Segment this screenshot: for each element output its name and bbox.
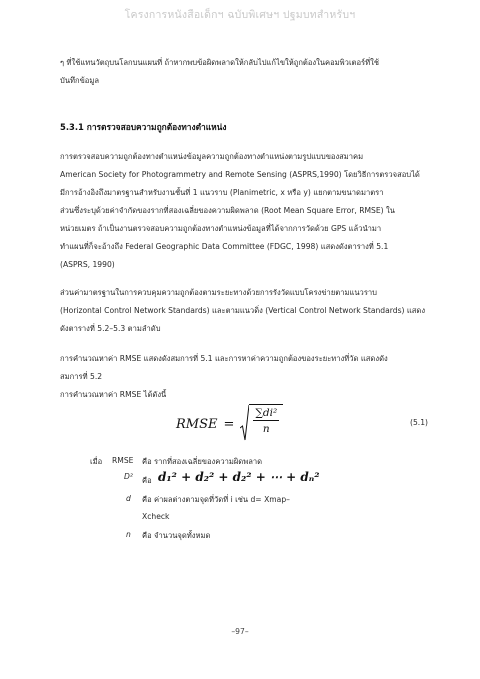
intro-line-1: ๆ ที่ใช้แทนวัตถุบนโลกบนแผนที่ ถ้าหากพบข้อผิดพลาดให้กลับไปแก้ไขให้ถูกต้องในคอมพิวเตอร์ที่ใช้ [60, 58, 379, 67]
equation-number: (5.1) [410, 418, 429, 427]
formula-sqrt [240, 404, 283, 444]
para1-line-1: การตรวจสอบความถูกต้องทางตำแหน่งข้อมูลความถูกต้องทางตำแหน่งตามรูปแบบของสมาคม [60, 152, 364, 161]
def-rmse-symbol: RMSE [112, 456, 134, 465]
rmse-formula [176, 404, 283, 444]
para1-line-2: American Society for Photogrammetry and Remote Sensing (ASPRS,1990) โดยวิธีการตรวจสอบได้ [60, 170, 420, 179]
def-rmse-text: คือ รากที่สองเฉลี่ยของความผิดพลาด [142, 457, 263, 466]
page-header: โครงการหนังสือเด็กฯ ฉบับพิเศษฯ ปฐมบทสำหรับฯ [124, 9, 356, 21]
formula-lhs: RMSE [176, 416, 218, 432]
para1-line-5: หน่วยเมตร ถ้าเป็นงานตรวจสอบความถูกต้องทางตำแหน่งข้อมูลที่ได้จากการวัดด้วย GPS แล้วนำมา [60, 224, 382, 233]
formula-equals: = [223, 416, 235, 432]
def-when: เมื่อ [90, 457, 103, 466]
para1-line-6: ทำแผนที่ก็จะอ้างถึง Federal Geographic Data Committee (FDGC, 1998) แสดงดังตารางที่ 5.1 [60, 242, 389, 251]
def-d-text: คือ ค่าผลต่างตามจุดที่วัดที่ i เช่น d= Xmap– [142, 495, 290, 504]
def-d-text-cont: Xcheck [142, 512, 170, 521]
section-heading: 5.3.1 การตรวจสอบความถูกต้องทางตำแหน่ง [60, 122, 227, 132]
def-d2-symbol: D² [124, 472, 133, 481]
para2-line-1: ส่วนค่ามาตรฐานในการควบคุมความถูกต้องตามระยะทางด้วยการรังวัดแบบโครงข่ายตามแนวราบ [60, 288, 377, 297]
formula-numerator: ∑di² [255, 407, 278, 419]
def-n-symbol: n [126, 530, 131, 539]
formula-denominator: n [262, 423, 270, 435]
sqrt-sign-icon [240, 404, 249, 444]
para3-line-1: การคำนวณหาค่า RMSE แสดงดังสมการที่ 5.1 และการหาค่าความถูกต้องของระยะทางที่วัด แสดงดัง [60, 354, 388, 363]
para1-line-4: ส่วนซึ่งระบุด้วยค่าจำกัดของรากที่สองเฉลี่ยของความผิดพลาด (Root Mean Square Error, RMSE) ใน [60, 206, 395, 215]
page-number: –97– [231, 627, 249, 636]
def-d-symbol: d [126, 494, 131, 503]
para3-line-3: การคำนวณหาค่า RMSE ได้ดังนี้ [60, 390, 167, 399]
formula-fraction [249, 404, 283, 444]
para2-line-2: (Horizontal Control Network Standards) และตามแนวดิ่ง (Vertical Control Network Standards) แสดง [60, 306, 426, 315]
def-d2-is: คือ [142, 476, 152, 485]
para1-line-3: มีการอ้างอิงถึงมาตรฐานสำหรับงานชั้นที่ 1 แนวราบ (Planimetric, x หรือ y) แยกตามขนาดมาตรา [60, 188, 384, 197]
def-d2-expression: d₁² + d₂² + d₂² + ⋯ + dₙ² [158, 470, 320, 484]
para2-line-3: ดังตารางที่ 5.2–5.3 ตามลำดับ [60, 324, 161, 333]
para3-line-2: สมการที่ 5.2 [60, 372, 103, 381]
para1-line-7: (ASPRS, 1990) [60, 260, 115, 269]
def-n-text: คือ จำนวนจุดทั้งหมด [142, 531, 211, 540]
intro-line-2: บันทึกข้อมูล [60, 76, 100, 85]
